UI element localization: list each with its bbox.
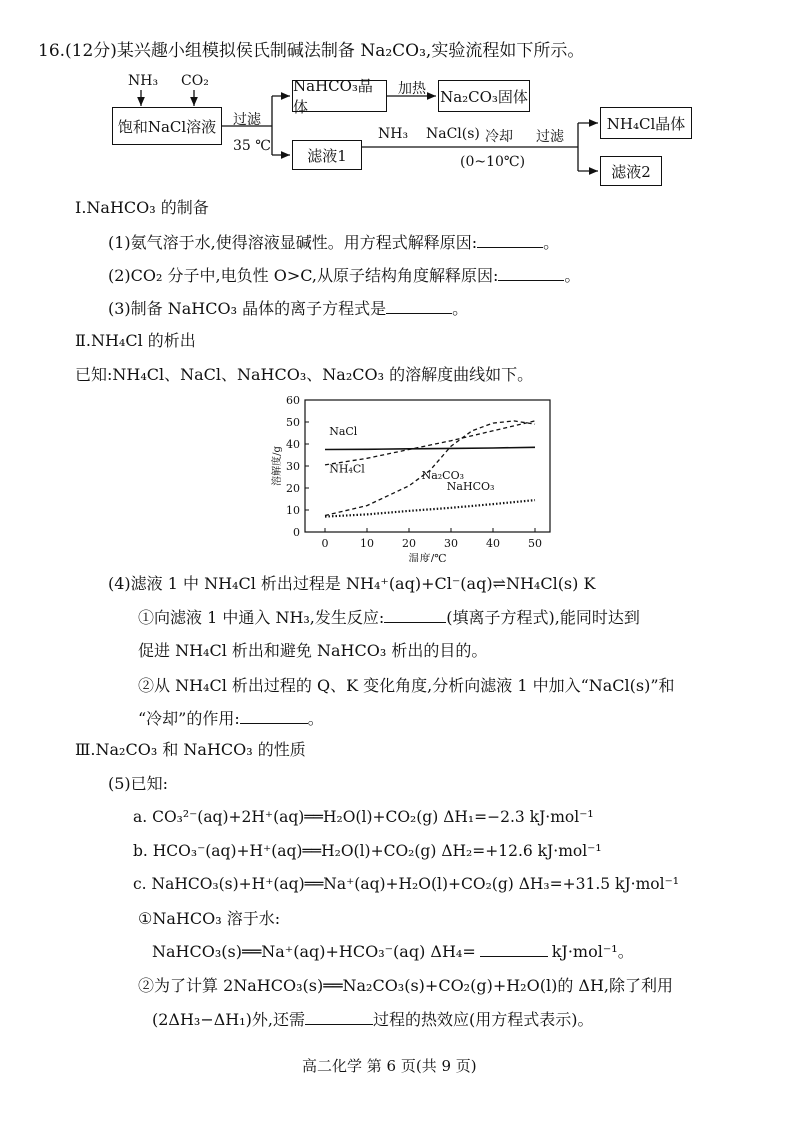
flow-label-nacl-add: NaCl(s) bbox=[426, 126, 480, 142]
answer-blank-5a[interactable] bbox=[480, 942, 548, 957]
question-5b: ②为了计算 2NaHCO₃(s)══Na₂CO₃(s)+CO₂(g)+H₂O(l)的 ΔH,除了利用 bbox=[138, 976, 673, 995]
x-tick-label: 20 bbox=[402, 537, 416, 550]
question-1-end: 。 bbox=[543, 233, 560, 252]
question-5a-eq-text: NaHCO₃(s)══Na⁺(aq)+HCO₃⁻(aq) ΔH₄= bbox=[152, 942, 476, 961]
answer-blank-1[interactable] bbox=[477, 233, 543, 248]
question-4a-cont: 促进 NH₄Cl 析出和避免 NaHCO₃ 析出的目的。 bbox=[138, 641, 488, 660]
y-tick-label: 30 bbox=[286, 460, 300, 473]
flow-label-filter-1: 过滤 bbox=[233, 112, 261, 128]
question-4b-cont bbox=[138, 708, 324, 730]
question-5: (5)已知: bbox=[108, 774, 169, 793]
question-5b-text: (2ΔH₃−ΔH₁)外,还需 bbox=[152, 1010, 306, 1029]
flow-label-cool: 冷却 bbox=[485, 129, 513, 145]
series-label-1: NH₄Cl bbox=[329, 462, 365, 476]
series-label-3: NaHCO₃ bbox=[446, 480, 495, 494]
question-4b-end: 。 bbox=[307, 709, 324, 728]
x-tick-label: 10 bbox=[360, 537, 374, 550]
answer-blank-5b[interactable] bbox=[305, 1010, 373, 1025]
part3-heading: Ⅲ.Na₂CO₃ 和 NaHCO₃ 的性质 bbox=[75, 740, 306, 759]
flow-label-heat: 加热 bbox=[398, 81, 426, 97]
question-4b-text: “冷却”的作用: bbox=[138, 709, 240, 728]
flow-arrows bbox=[0, 0, 800, 200]
y-axis-label: 溶解度/g bbox=[272, 446, 283, 486]
flow-label-nh3-add: NH₃ bbox=[378, 126, 409, 142]
question-4b: ②从 NH₄Cl 析出过程的 Q、K 变化角度,分析向滤液 1 中加入“NaCl(s)”和 bbox=[138, 676, 675, 695]
equation-b: b. HCO₃⁻(aq)+H⁺(aq)══H₂O(l)+CO₂(g) ΔH₂=+12.6 kJ·mol⁻¹ bbox=[133, 842, 602, 860]
flow-box-filtrate-1: 滤液1 bbox=[292, 140, 362, 170]
y-tick-label: 40 bbox=[286, 438, 300, 451]
x-axis-label: 温度/℃ bbox=[408, 552, 447, 562]
question-5a: ①NaHCO₃ 溶于水: bbox=[138, 909, 281, 928]
y-tick-label: 20 bbox=[286, 482, 300, 495]
x-tick-label: 30 bbox=[444, 537, 458, 550]
series-label-2: Na₂CO₃ bbox=[421, 469, 465, 483]
page-footer: 高二化学 第 6 页(共 9 页) bbox=[302, 1057, 477, 1075]
part1-heading: Ⅰ.NaHCO₃ 的制备 bbox=[75, 198, 209, 217]
flow-nh3-input: NH₃ bbox=[128, 73, 159, 89]
answer-blank-2[interactable] bbox=[498, 266, 564, 281]
series-line-0 bbox=[325, 447, 535, 449]
question-5b-cont bbox=[152, 1009, 594, 1031]
x-tick-label: 40 bbox=[486, 537, 500, 550]
flow-label-35c: 35 ℃ bbox=[233, 138, 271, 154]
x-tick-label: 50 bbox=[528, 537, 542, 550]
question-1-text: (1)氨气溶于水,使得溶液显碱性。用方程式解释原因: bbox=[108, 233, 478, 252]
flow-label-filter-2: 过滤 bbox=[536, 129, 564, 145]
question-5a-equation bbox=[152, 941, 634, 963]
series-line-3 bbox=[325, 500, 535, 516]
known-text: 已知:NH₄Cl、NaCl、NaHCO₃、Na₂CO₃ 的溶解度曲线如下。 bbox=[75, 365, 534, 384]
y-tick-label: 60 bbox=[286, 394, 300, 407]
question-5b-end: 过程的热效应(用方程式表示)。 bbox=[373, 1010, 594, 1029]
question-4a-text-2: (填离子方程式),能同时达到 bbox=[446, 608, 640, 627]
question-4a bbox=[138, 607, 640, 629]
answer-blank-3[interactable] bbox=[386, 299, 452, 314]
answer-blank-4b[interactable] bbox=[240, 709, 308, 724]
x-tick-label: 0 bbox=[321, 537, 329, 550]
question-4: (4)滤液 1 中 NH₄Cl 析出过程是 NH₄⁺(aq)+Cl⁻(aq)⇌NH₄Cl(s) K bbox=[108, 574, 596, 593]
question-4a-text: ①向滤液 1 中通入 NH₃,发生反应: bbox=[138, 608, 385, 627]
question-3-text: (3)制备 NaHCO₃ 晶体的离子方程式是 bbox=[108, 299, 387, 318]
question-3 bbox=[108, 298, 468, 320]
equation-a: a. CO₃²⁻(aq)+2H⁺(aq)══H₂O(l)+CO₂(g) ΔH₁=−2.3 kJ·mol⁻¹ bbox=[133, 808, 594, 826]
part2-heading: Ⅱ.NH₄Cl 的析出 bbox=[75, 331, 196, 350]
flow-box-nacl-solution: 饱和NaCl溶液 bbox=[112, 107, 222, 145]
flow-box-nahco3-crystal: NaHCO₃晶体 bbox=[292, 80, 387, 112]
flow-box-na2co3-solid: Na₂CO₃固体 bbox=[438, 80, 530, 112]
y-tick-label: 0 bbox=[293, 526, 300, 539]
flow-label-cool-temp: (0~10℃) bbox=[460, 154, 526, 170]
question-5a-unit: kJ·mol⁻¹。 bbox=[551, 942, 634, 961]
series-label-0: NaCl bbox=[329, 425, 358, 439]
equation-c: c. NaHCO₃(s)+H⁺(aq)══Na⁺(aq)+H₂O(l)+CO₂(g) ΔH₃=+31.5 kJ·mol⁻¹ bbox=[133, 875, 679, 893]
question-1 bbox=[108, 232, 559, 254]
question-3-end: 。 bbox=[452, 299, 469, 318]
solubility-chart-svg bbox=[260, 392, 560, 562]
flow-co2-input: CO₂ bbox=[181, 73, 209, 89]
flow-box-filtrate-2: 滤液2 bbox=[600, 156, 662, 186]
y-tick-label: 10 bbox=[286, 504, 300, 517]
y-tick-label: 50 bbox=[286, 416, 300, 429]
question-title: 16.(12分)某兴趣小组模拟侯氏制碱法制备 Na₂CO₃,实验流程如下所示。 bbox=[38, 41, 585, 61]
solubility-chart bbox=[260, 392, 560, 562]
question-2-text: (2)CO₂ 分子中,电负性 O>C,从原子结构角度解释原因: bbox=[108, 266, 499, 285]
flow-box-nh4cl-crystal: NH₄Cl晶体 bbox=[600, 107, 692, 139]
question-2 bbox=[108, 265, 580, 287]
question-2-end: 。 bbox=[564, 266, 581, 285]
answer-blank-4a[interactable] bbox=[384, 608, 446, 623]
